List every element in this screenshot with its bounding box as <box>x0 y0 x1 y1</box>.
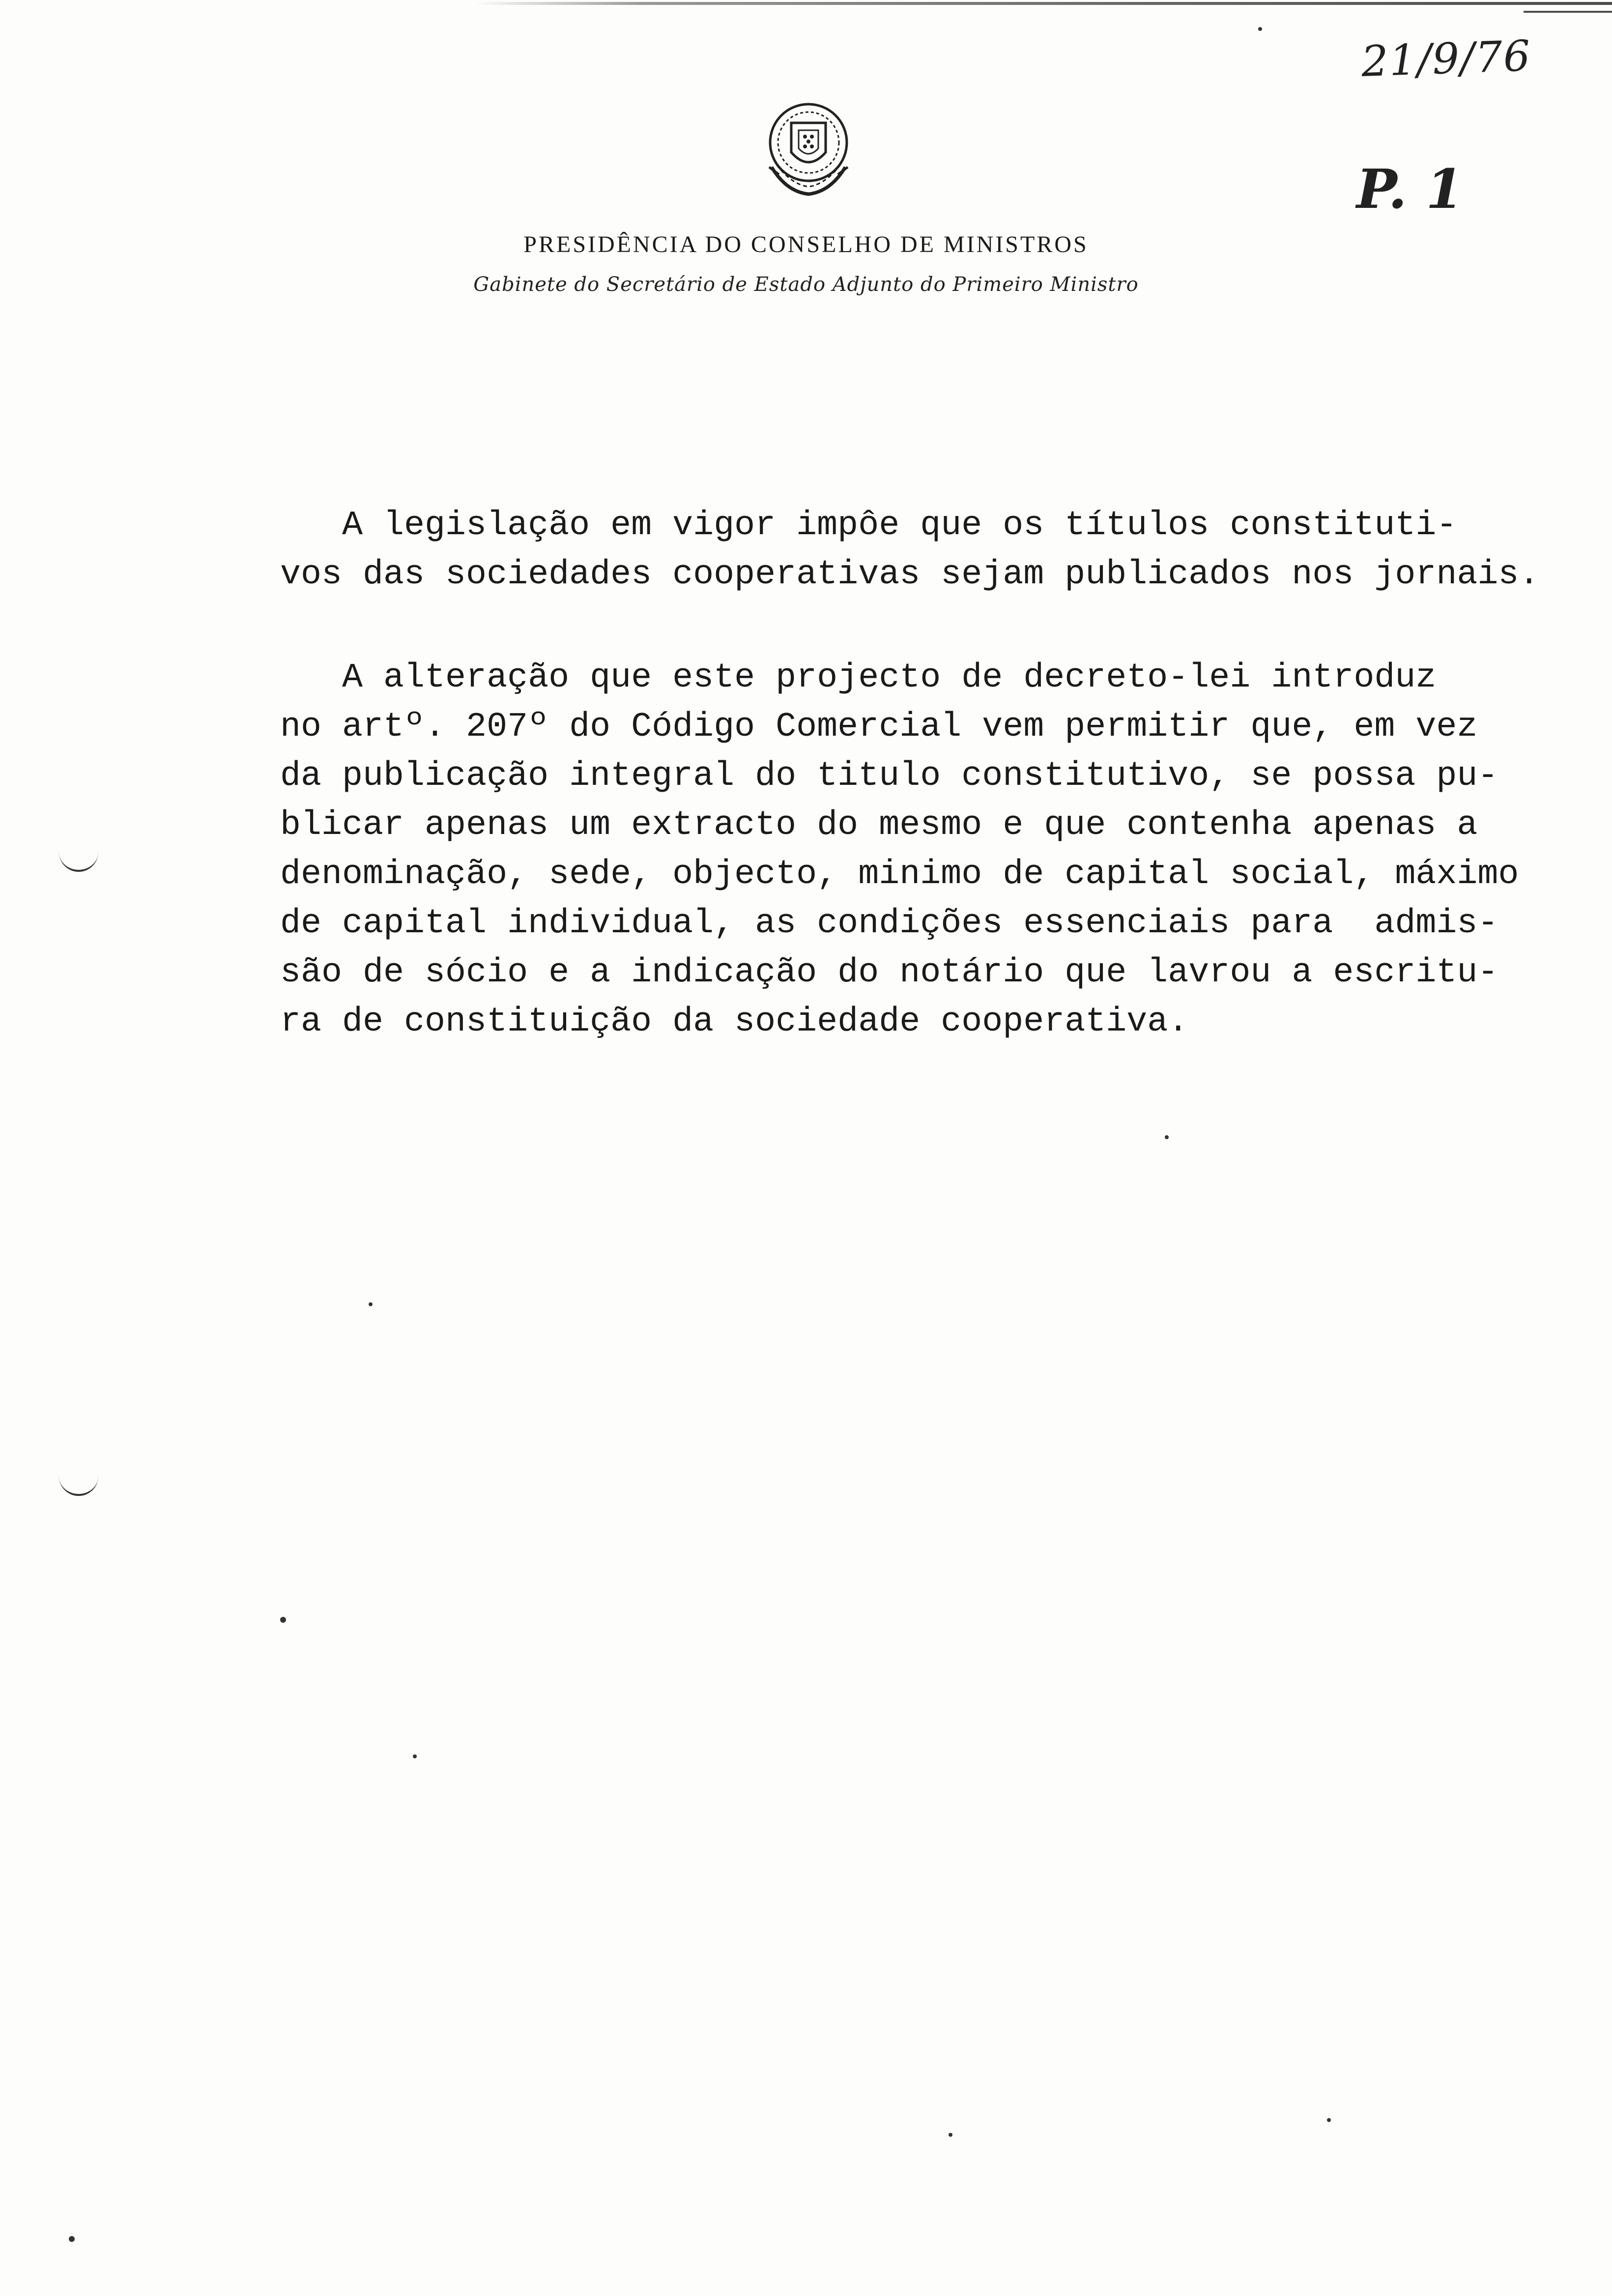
handwritten-date: 21/9/76 <box>1360 31 1532 86</box>
paragraph-line: de capital individual, as condições essenciais para admis- <box>280 904 1498 943</box>
scan-speck <box>1327 2118 1331 2122</box>
punch-hole-mark <box>59 850 98 872</box>
scan-edge-rule <box>472 2 1612 5</box>
punch-hole-mark <box>59 1474 98 1496</box>
coat-of-arms-seal <box>752 93 865 206</box>
paragraph-line: no artº. 207º do Código Comercial vem permitir que, em vez <box>280 708 1478 746</box>
paragraph-line: vos das sociedades cooperativas sejam publicados nos jornais. <box>280 555 1540 594</box>
paragraph-line: denominação, sede, objecto, minimo de capital social, máximo <box>280 855 1519 894</box>
scan-speck <box>69 2236 75 2242</box>
scan-speck <box>1258 27 1262 31</box>
scan-speck <box>369 1302 373 1306</box>
scan-speck <box>413 1754 417 1758</box>
institution-heading: PRESIDÊNCIA DO CONSELHO DE MINISTROS <box>523 231 1089 258</box>
paragraph-line: são de sócio e a indicação do notário que lavrou a escritu- <box>280 953 1498 992</box>
paragraph-line: ra de constituição da sociedade cooperativa. <box>280 1003 1189 1041</box>
paragraph-line: da publicação integral do titulo constitutivo, se possa pu- <box>280 757 1498 796</box>
paragraph-1 <box>280 501 1540 600</box>
paragraph-line: A legislação em vigor impôe que os títulos constituti- <box>280 506 1457 545</box>
paragraph-line: blicar apenas um extracto do mesmo e que contenha apenas a <box>280 806 1478 845</box>
scan-speck <box>949 2133 952 2137</box>
scan-speck <box>1165 1135 1169 1139</box>
paragraph-line: A alteração que este projecto de decreto-lei introduz <box>280 659 1437 697</box>
paragraph-2 <box>280 654 1519 1047</box>
scan-edge-mark <box>1524 11 1612 13</box>
office-subheading: Gabinete do Secretário de Estado Adjunto do Primeiro Ministro <box>473 273 1139 296</box>
scan-speck <box>280 1617 286 1623</box>
handwritten-page-mark: P. 1 <box>1356 157 1464 221</box>
